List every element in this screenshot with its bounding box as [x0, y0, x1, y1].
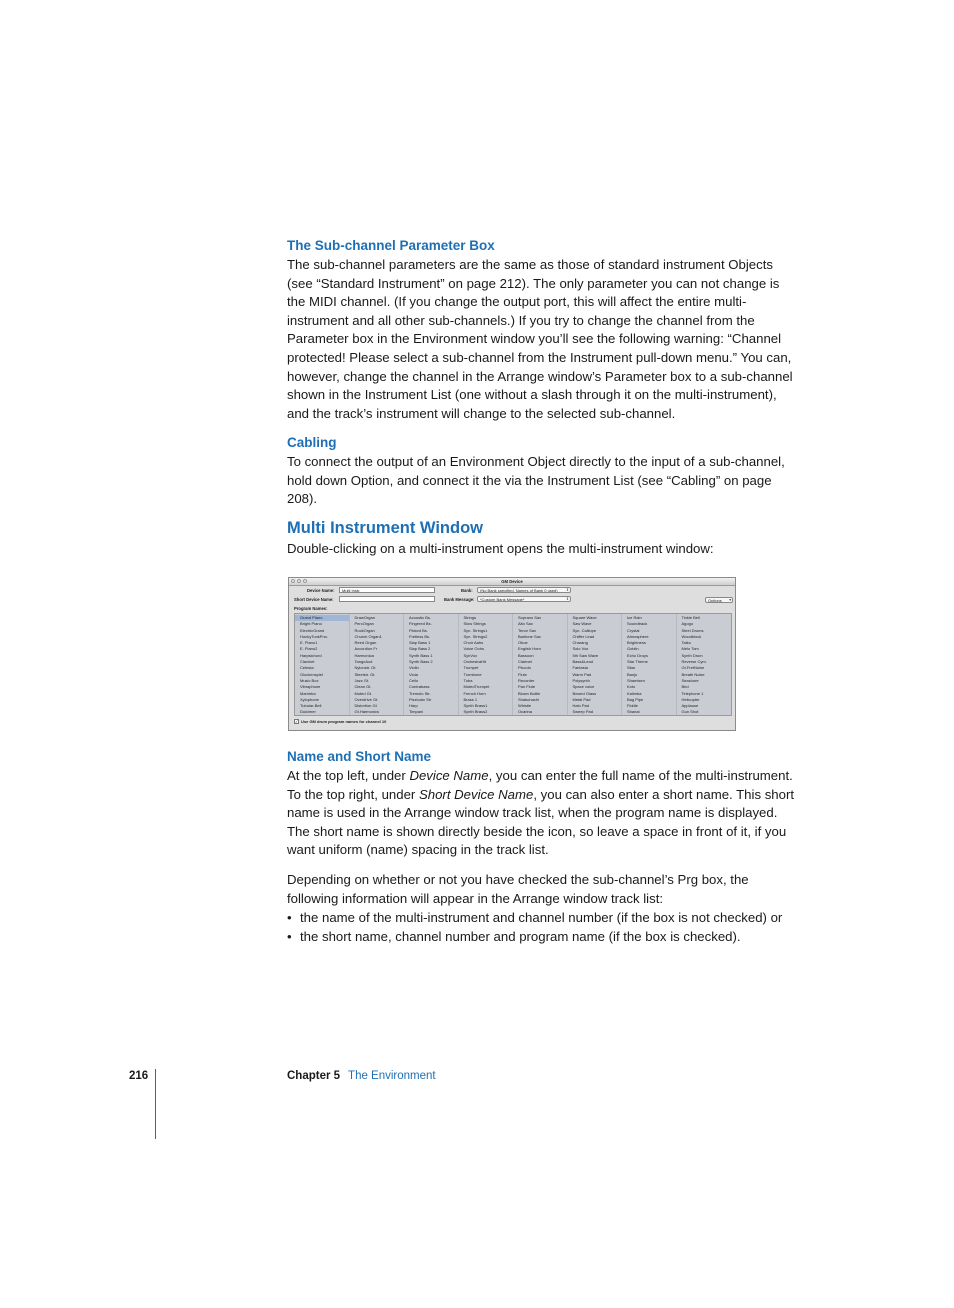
section-heading-cabling: Cabling	[287, 435, 337, 450]
program-name-cell: Saw Wave	[572, 621, 592, 627]
program-name-cell: Nylonstr. Gt.	[354, 665, 377, 671]
program-name-cell: Synth Drum	[681, 652, 703, 658]
program-name-cell: Violin	[409, 665, 419, 671]
name-p1-part-c: , you can also enter a short name. This short name is used in the Arrange window track list, when the program name is displayed. The short name is shown directly beside the icon, so leave a space in front of it, if you want uniform (name) spacing in the track list.	[287, 786, 795, 858]
program-name-cell: Syn. Strings2	[463, 633, 488, 639]
program-column	[295, 614, 350, 715]
program-name-cell: Star Theme	[627, 659, 648, 665]
program-name-cell: Baritone Sax	[518, 633, 541, 639]
program-name-cell: Flute	[518, 671, 527, 677]
program-name-cell: Slow Strings	[463, 621, 486, 627]
name-paragraph-1	[287, 767, 799, 860]
program-column	[459, 614, 514, 715]
program-name-cell: Piccolo	[518, 665, 531, 671]
program-name-cell: Cello	[409, 677, 419, 683]
name-p1-em-short-name: Short Device Name	[418, 786, 534, 802]
program-name-cell: Bag Pipe	[627, 696, 644, 702]
program-name-cell: Fantasia	[572, 665, 588, 671]
program-name-cell: PercOrgan	[354, 621, 374, 627]
program-name-cell: Helicopter	[681, 696, 700, 702]
program-name-cell: Strings	[463, 615, 476, 620]
name-p1-part-b: , you can enter the full name of the multi-instrument. To the top right, under	[287, 768, 793, 802]
program-name-cell: Glockenspiel	[300, 671, 323, 677]
program-name-cell: Taiko	[681, 640, 691, 646]
program-name-cell: OrchestraHit	[463, 659, 486, 665]
program-name-cell: Halo Pad	[572, 703, 589, 709]
program-name-cell: Telephone 1	[681, 690, 704, 696]
chapter-footer	[287, 1070, 436, 1082]
program-name-cell: Reed Organ	[354, 640, 377, 646]
program-name-cell: Applause	[681, 703, 699, 709]
program-name-cell: Reverse Cym.	[681, 659, 707, 665]
program-name-cell: Square Wave	[572, 615, 597, 620]
program-name-cell: Trombone	[463, 671, 482, 677]
program-name-cell: Whistle	[518, 703, 532, 709]
program-name-cell: Harp	[409, 703, 418, 709]
program-name-cell: Bassoon	[518, 652, 534, 658]
program-name-cell: Gt.FretNoise	[681, 665, 705, 671]
program-name-cell: Crystal	[627, 627, 640, 633]
program-name-cell: Slap Bass 1	[409, 640, 431, 646]
program-name-cell: French Horn	[463, 690, 486, 696]
program-name-cell: Clarinet	[518, 659, 532, 665]
program-names-grid	[294, 613, 732, 716]
program-name-cell: Distortion Gt	[354, 703, 377, 709]
section-heading-multi-window: Multi Instrument Window	[287, 519, 483, 537]
program-name-cell: Gt.Harmonics	[354, 709, 379, 715]
program-name-cell: Choir Aahs	[463, 640, 484, 646]
program-name-cell: Atmosphere	[627, 633, 649, 639]
program-name-cell: Synth Brass1	[463, 703, 488, 709]
popup-arrow-icon: ⇕	[565, 588, 569, 592]
program-name-cell: Polysynth	[572, 677, 590, 683]
program-name-cell: 5th Saw Wave	[572, 652, 599, 658]
program-name-cell: Melo Tom	[681, 646, 699, 652]
program-name-cell: Tremolo Str.	[409, 690, 431, 696]
bank-popup	[477, 587, 571, 593]
chapter-label: Chapter 5	[287, 1070, 341, 1082]
program-name-cell: Tubular-Bell	[300, 703, 322, 709]
name-paragraph-2: Depending on whether or not you have checked the sub-channel’s Prg box, the following information will appear in the Arrange window track list:	[287, 872, 749, 906]
chevron-down-icon: ▾	[729, 598, 731, 602]
program-name-cell: Fiddle	[627, 703, 638, 709]
gm-drum-checkbox-label: Use GM drum program names for channel 10	[301, 719, 387, 724]
program-name-cell: English Horn	[518, 646, 541, 652]
program-names-label: Program Names:	[294, 606, 328, 611]
program-name-cell: Contrabass	[409, 684, 430, 690]
program-name-cell: Harpsichord	[300, 652, 322, 658]
bank-message-label: Bank Message:	[444, 597, 475, 602]
program-name-cell: Clean Gt.	[354, 684, 372, 690]
program-name-cell: Pan Flute	[518, 684, 536, 690]
program-name-cell: Pizzicato Str	[409, 696, 432, 702]
program-name-cell: DrawOrgan	[354, 615, 375, 620]
program-name-cell: HonkyTonkPno.	[300, 633, 329, 639]
program-name-cell: Harmonica	[354, 652, 374, 658]
program-name-cell: Gun Shot	[681, 709, 699, 715]
program-name-cell: Synth Bass 2	[409, 659, 433, 665]
program-name-cell: Clavinet	[300, 659, 315, 665]
program-name-cell: Charang	[572, 640, 588, 646]
cabling-paragraph: To connect the output of an Environment Object directly to the input of a sub-channel, hold down Option, and connect it the via the Instrument List (see “Cabling” on page 208).	[287, 454, 785, 507]
page-number: 216	[129, 1070, 149, 1082]
program-name-cell: Recorder	[518, 677, 535, 683]
program-name-cell: Soundtrack	[627, 621, 648, 627]
program-name-cell: Muted Gt.	[354, 690, 373, 696]
program-name-cell: Tuba	[463, 677, 473, 683]
program-name-cell: Synth Bass 1	[409, 652, 433, 658]
program-name-cell: E. Piano1	[300, 640, 318, 646]
program-name-cell: ElectricGrand	[300, 627, 325, 633]
name-p1-part-a: At the top left, under	[287, 768, 410, 783]
subchannel-paragraph: The sub-channel parameters are the same as those of standard instrument Objects (see “Standard Instrument” on page 212). The only parameter you can not change is the MIDI channel. (If you change the output port, this will affect the entire multi-instrument and all other sub-channels.) If you try to change the channel from the Parameter box in the Environment window you’ll see the following warning: “Channel protected! Please select a sub-channel from the Instrument pull-down menu.” You can, however, change the channel in the Arrange window’s Parameter box to a sub-channel shown in the Instrument List (one without a slash through it on the multi-instrument), and the track’s instrument will change to the selected sub-channel.	[287, 257, 793, 421]
program-name-cell: Solo Vox	[572, 646, 589, 652]
multi-instrument-window-screenshot	[288, 577, 736, 731]
short-name-field	[339, 596, 435, 602]
program-name-cell: Marimba	[300, 690, 316, 696]
program-name-cell: Sitar	[627, 665, 636, 671]
program-name-cell: Brass 1	[463, 696, 478, 702]
program-name-cell: Church Organ1	[354, 633, 382, 639]
program-name-cell: Metal Pad	[572, 696, 591, 702]
program-name-cell: Banjo	[627, 671, 638, 677]
bullet-item: • the name of the multi-instrument and channel number (if the box is not checked) or	[287, 909, 807, 928]
program-name-cell: Steel Drums	[681, 627, 704, 633]
program-name-cell: Blown Bottle	[518, 690, 541, 696]
program-name-cell: Ice Rain	[627, 615, 642, 620]
program-name-cell: Breath Noise	[681, 671, 705, 677]
program-name-cell: Syn. Strings1	[463, 627, 488, 633]
program-name-cell: Bass&Lead	[572, 659, 593, 665]
options-label: Options	[708, 598, 722, 603]
program-name-cell: TangoAcd	[354, 659, 373, 665]
program-name-cell: Celesta	[300, 665, 314, 671]
options-popup	[705, 597, 733, 603]
program-name-cell: E. Piano2	[300, 646, 318, 652]
program-name-cell: Fretless Bs.	[409, 633, 431, 639]
window-title: GM Device	[501, 579, 523, 584]
section-heading-name: Name and Short Name	[287, 749, 432, 764]
program-name-cell: Space voice	[572, 684, 595, 690]
chapter-title: The Environment	[348, 1070, 436, 1082]
program-name-cell: MutedTrumpet	[463, 684, 490, 690]
program-name-cell: Seashore	[681, 677, 699, 683]
short-name-label: Short Device Name:	[294, 597, 334, 602]
program-name-cell: Vibraphone	[300, 684, 321, 690]
program-name-cell: Agogo	[681, 621, 694, 627]
program-name-cell: Woodblock	[681, 633, 702, 639]
program-name-cell: Alto Sax	[518, 621, 533, 627]
program-name-cell: Xylophone	[300, 696, 319, 702]
program-name-cell: Syn. Calliope	[572, 627, 597, 633]
program-column	[622, 614, 677, 715]
program-column	[350, 614, 405, 715]
window-titlebar	[289, 578, 735, 586]
program-name-cell: Chiffer Lead	[572, 633, 595, 639]
program-name-cell: Sweep Pad	[572, 709, 593, 715]
bank-message-value: *Custom Bank Message*	[480, 597, 525, 602]
program-name-cell: Echo Drops	[627, 652, 648, 658]
program-column	[404, 614, 459, 715]
footer-rule	[155, 1069, 156, 1139]
program-name-cell: Soprano Sax	[518, 615, 542, 620]
program-name-cell: SynVox	[463, 652, 478, 658]
gm-drum-checkbox: ✓	[295, 719, 299, 724]
bank-label: Bank:	[461, 588, 473, 593]
program-name-cell: Timpani	[409, 709, 424, 715]
bullet-item: • the short name, channel number and program name (if the box is checked).	[287, 928, 807, 947]
program-name-cell: Brightness	[627, 640, 646, 646]
program-name-cell: Synth Brass2	[463, 709, 488, 715]
program-name-cell: Overdrive Gt.	[354, 696, 379, 702]
program-name-cell: Picked Bs.	[409, 627, 428, 633]
program-name-cell: Fingered Bs.	[409, 621, 432, 627]
bank-message-popup	[477, 596, 571, 602]
program-name-cell: Kalimba	[627, 690, 642, 696]
program-column	[513, 614, 568, 715]
program-name-cell: Music Box	[300, 677, 319, 683]
program-name-cell: Grand Piano	[295, 615, 349, 621]
program-name-cell: Ocarina	[518, 709, 533, 715]
device-name-label: Device Name:	[307, 588, 335, 593]
program-name-cell: Bird	[681, 684, 689, 690]
program-name-cell: Viola	[409, 671, 418, 677]
program-name-cell: Jazz Gt.	[354, 677, 370, 683]
program-name-cell: Tenor Sax	[518, 627, 537, 633]
program-name-cell: Oboe	[518, 640, 528, 646]
program-name-cell: Shakuhachi	[518, 696, 539, 702]
section-heading-subchannel: The Sub-channel Parameter Box	[287, 238, 495, 253]
name-p1-em-device-name: Device Name	[409, 768, 489, 783]
program-name-cell: Bright Piano	[300, 621, 322, 627]
program-name-cell: Acoustic Bs.	[409, 615, 432, 620]
program-name-cell: Accordion Fr	[354, 646, 378, 652]
program-name-cell: Voice Oohs	[463, 646, 484, 652]
popup-arrow-icon: ⇕	[565, 597, 569, 601]
program-name-cell: Tinkle Bell	[681, 615, 700, 620]
program-name-cell: Goblin	[627, 646, 639, 652]
program-name-cell: Trumpet	[463, 665, 479, 671]
program-name-cell: Shanai	[627, 709, 640, 715]
program-name-cell: Dulcimer	[300, 709, 316, 715]
program-name-cell: Warm Pad	[572, 671, 592, 677]
bank-popup-value: (No Bank specified, Names of Bank 0 used)	[480, 588, 558, 593]
program-column	[568, 614, 623, 715]
program-name-cell: Steelstr. Gt.	[354, 671, 376, 677]
multi-window-paragraph: Double-clicking on a multi-instrument opens the multi-instrument window:	[287, 541, 714, 556]
program-name-cell: Koto	[627, 684, 636, 690]
program-name-cell: Bowed Glass	[572, 690, 597, 696]
program-name-cell: RockOrgan	[354, 627, 375, 633]
program-name-cell: Slap Bass 2	[409, 646, 431, 652]
program-column	[677, 614, 732, 715]
device-name-field: Multi Instr.	[339, 587, 435, 593]
tracklist-bullets	[287, 909, 807, 946]
program-name-cell: Shamisen	[627, 677, 645, 683]
